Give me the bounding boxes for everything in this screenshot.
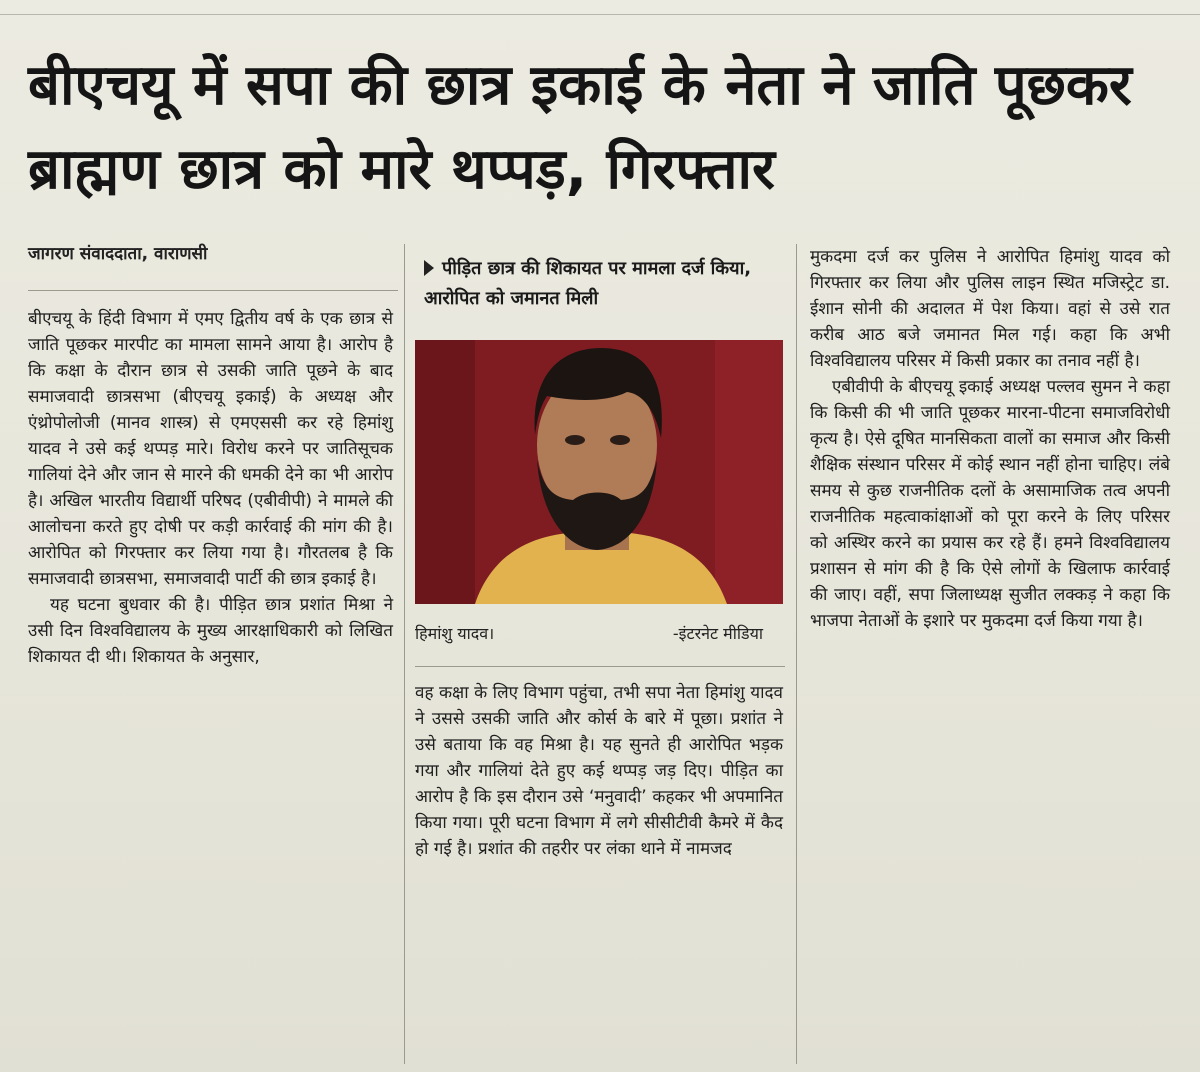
photo-door [715,340,783,604]
article-column-3 [810,244,1170,634]
article-photo [415,340,783,604]
previous-article-strip [0,0,1200,15]
paragraph: मुकदमा दर्ज कर पुलिस ने आरोपित हिमांशु यादव को गिरफ्तार कर लिया और पुलिस लाइन स्थित मजिस्ट्रेट डा. ईशान सोनी की अदालत में पेश किया। वहां से उसे रात करीब आठ बजे जमानत मिल गई। कहा कि अभी विश्वविद्यालय परिसर में किसी प्रकार का तनाव नहीं है। [810,247,1170,371]
photo-caption-row [415,622,783,644]
article-column-1 [28,306,393,670]
photo-credit: -इंटरनेट मीडिया [672,624,763,643]
byline: जागरण संवाददाता, वाराणसी [28,244,208,264]
photo-shadow [415,340,475,604]
paragraph: एबीवीपी के बीएचयू इकाई अध्यक्ष पल्लव सुमन ने कहा कि किसी की भी जाति पूछकर मारना-पीटना समाजविरोधी कृत्य है। ऐसे दूषित मानसिकता वालों का समाज और किसी शैक्षिक संस्थान परिसर में कोई स्थान नहीं होना चाहिए। लंबे समय से कुछ राजनीतिक दलों के असामाजिक तत्व अपनी राजनीतिक महत्वाकांक्षाओं को पूरा करने के लिए परिसर को अस्थिर करने का प्रयास कर रहे हैं। हमने विश्वविद्यालय प्रशासन से मांग की है कि ऐसे लोगों के खिलाफ कार्रवाई की जाए। वहीं, सपा जिलाध्यक्ष सुजीत लक्कड़ ने कहा कि भाजपा नेताओं के इशारे पर मुकदमा दर्ज किया गया है। [810,377,1170,631]
photo-caption: हिमांशु यादव। [415,624,495,643]
portrait-illustration [415,340,783,604]
paragraph: यह घटना बुधवार की है। पीड़ित छात्र प्रशांत मिश्रा ने उसी दिन विश्वविद्यालय के मुख्य आरक्षाधिकारी को लिखित शिकायत दी थी। शिकायत के अनुसार, [28,595,393,667]
article-column-2 [415,680,783,862]
paragraph: बीएचयू के हिंदी विभाग में एमए द्वितीय वर्ष के एक छात्र से जाति पूछकर मारपीट का मामला सामने आया है। आरोप है कि कक्षा के दौरान छात्र से उसकी जाति पूछने के बाद समाजवादी छात्रसभा (बीएचयू इकाई) के अध्यक्ष और एंथ्रोपोलोजी (मानव शास्त्र) से एमएससी कर रहे हिमांशु यादव ने उसे कई थप्पड़ मारे। विरोध करने पर जातिसूचक गालियां देने और जान से मारने की धमकी देने का भी आरोप है। अखिल भारतीय विद्यार्थी परिषद (एबीवीपी) ने मामले की आलोचना करते हुए दोषी पर कड़ी कार्रवाई की मांग की है। आरोपित को गिरफ्तार कर लिया गया है। गौरतलब है कि समाजवादी छात्रसभा, समाजवादी पार्टी की छात्र इकाई है। [28,309,393,589]
column-rule [415,666,785,667]
column-rule [404,244,405,1064]
paragraph: वह कक्षा के लिए विभाग पहुंचा, तभी सपा नेता हिमांशु यादव ने उससे उसकी जाति और कोर्स के बारे में पूछा। प्रशांत ने उसे बताया कि वह मिश्रा है। यह सुनते ही आरोपित भड़क गया और गालियां देते हुए कई थप्पड़ जड़ दिए। पीड़ित का आरोप है कि इस दौरान उसे ‘मनुवादी’ कहकर भी अपमानित किया गया। पूरी घटना विभाग में लगे सीसीटीवी कैमरे में कैद हो गई है। प्रशांत की तहरीर पर लंका थाने में नामजद [415,683,783,859]
subheadline-text: पीड़ित छात्र की शिकायत पर मामला दर्ज किया, आरोपित को जमानत मिली [424,258,752,309]
right-eye [610,435,630,445]
left-eye [565,435,585,445]
subheadline-marker-icon [424,260,434,276]
subheadline [424,254,784,314]
column-rule [28,290,398,291]
headline: बीएचयू में सपा की छात्र इकाई के नेता ने जाति पूछकर ब्राह्मण छात्र को मारे थप्पड़, गिरफ्तार [28,53,1132,202]
column-rule [796,244,797,1064]
